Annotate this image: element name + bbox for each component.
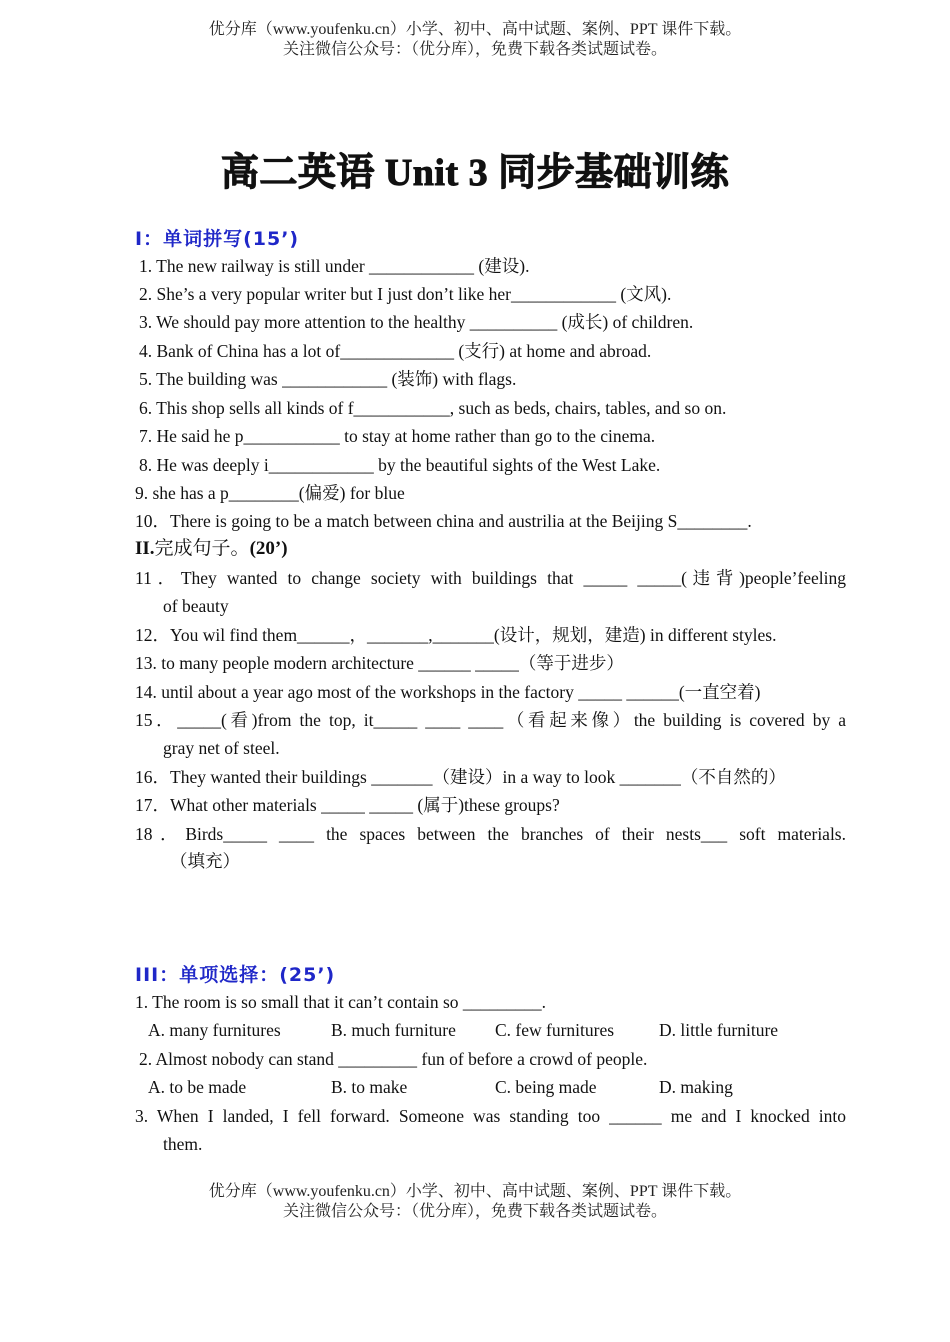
- s1-item-8: 8. He was deeply i____________ by the beautiful sights of the West Lake.: [139, 455, 661, 475]
- s2-item-18: 18．Birds_____ ____ the spaces between the branches of their nests___ soft materials.: [135, 824, 846, 844]
- s2-item-18-cont: （填充）: [170, 851, 240, 871]
- s1-item-4: 4. Bank of China has a lot of_____________ (支行) at home and abroad.: [139, 341, 652, 361]
- section-2-score: (20’): [249, 538, 288, 559]
- s2-item-17: 17．What other materials _____ _____ (属于)these groups?: [135, 795, 560, 815]
- s3-q2-option-d: D. making: [659, 1077, 733, 1097]
- header-line-2: 关注微信公众号：（优分库），免费下载各类试题试卷。: [282, 41, 667, 58]
- header-line-1: 优分库（www.youfenku.cn）小学、初中、高中试题、案例、PPT 课件下载。: [208, 21, 742, 38]
- page-footer: [0, 1182, 950, 1222]
- s3-q1-option-b: B. much furniture: [331, 1020, 456, 1040]
- section-2-title: 完成句子。: [154, 538, 250, 559]
- s1-item-5: 5. The building was ____________ (装饰) with flags.: [139, 369, 517, 389]
- s2-item-14: 14. until about a year ago most of the workshops in the factory _____ ______(一直空着): [135, 682, 761, 702]
- s2-item-11: 11．They wanted to change society with buildings that _____ _____(违背)people’feeling: [135, 568, 846, 588]
- s2-item-15-cont: gray net of steel.: [163, 738, 280, 758]
- s2-item-15: 15．_____(看)from the top, it_____ ____ ____（看起来像）the building is covered by a: [135, 710, 846, 730]
- section-2-numeral: II.: [135, 538, 155, 559]
- s3-question-3-cont: them.: [163, 1134, 203, 1154]
- section-3-heading: III：单项选择：(25’): [135, 964, 336, 986]
- s1-item-9: 9. she has a p________(偏爱) for blue: [135, 483, 405, 503]
- s3-q1-option-d: D. little furniture: [659, 1020, 779, 1040]
- s1-item-1: 1. The new railway is still under ____________ (建设).: [139, 256, 530, 276]
- s2-item-16: 16．They wanted their buildings _______（建设）in a way to look _______（不自然的）: [135, 767, 786, 787]
- s1-item-6: 6. This shop sells all kinds of f___________, such as beds, chairs, tables, and so on.: [139, 398, 727, 418]
- s2-item-11-cont: of beauty: [163, 596, 229, 616]
- section-1-heading: I：单词拼写(15’): [135, 228, 300, 250]
- s3-q2-option-a: A. to be made: [148, 1077, 247, 1097]
- footer-line-2: 关注微信公众号：（优分库），免费下载各类试题试卷。: [282, 1203, 667, 1220]
- s2-item-12: 12．You wil find them______，_______,_______(设计，规划，建造) in different styles.: [135, 625, 777, 645]
- s3-q2-option-b: B. to make: [331, 1077, 408, 1097]
- s3-q2-option-c: C. being made: [495, 1077, 597, 1097]
- document-title: 高二英语 Unit 3 同步基础训练: [220, 152, 730, 194]
- s2-item-13: 13. to many people modern architecture ______ _____（等于进步）: [135, 653, 624, 673]
- s3-q1-option-a: A. many furnitures: [148, 1020, 281, 1040]
- s1-item-7: 7. He said he p___________ to stay at home rather than go to the cinema.: [139, 426, 656, 446]
- footer-line-1: 优分库（www.youfenku.cn）小学、初中、高中试题、案例、PPT 课件下载。: [208, 1183, 742, 1200]
- s1-item-2: 2. She’s a very popular writer but I just don’t like her____________ (文风).: [139, 284, 672, 304]
- s3-question-1: 1. The room is so small that it can’t contain so _________.: [135, 992, 547, 1012]
- s3-question-3: 3. When I landed, I fell forward. Someone was standing too ______ me and I knocked into: [135, 1106, 846, 1126]
- s3-q1-option-c: C. few furnitures: [495, 1020, 615, 1040]
- s1-item-10: 10．There is going to be a match between china and austrilia at the Beijing S________.: [135, 511, 752, 531]
- page-header: [0, 20, 950, 60]
- s3-question-2: 2. Almost nobody can stand _________ fun of before a crowd of people.: [139, 1049, 648, 1069]
- s1-item-3: 3. We should pay more attention to the healthy __________ (成长) of children.: [139, 312, 694, 332]
- section-2-heading: [135, 536, 288, 562]
